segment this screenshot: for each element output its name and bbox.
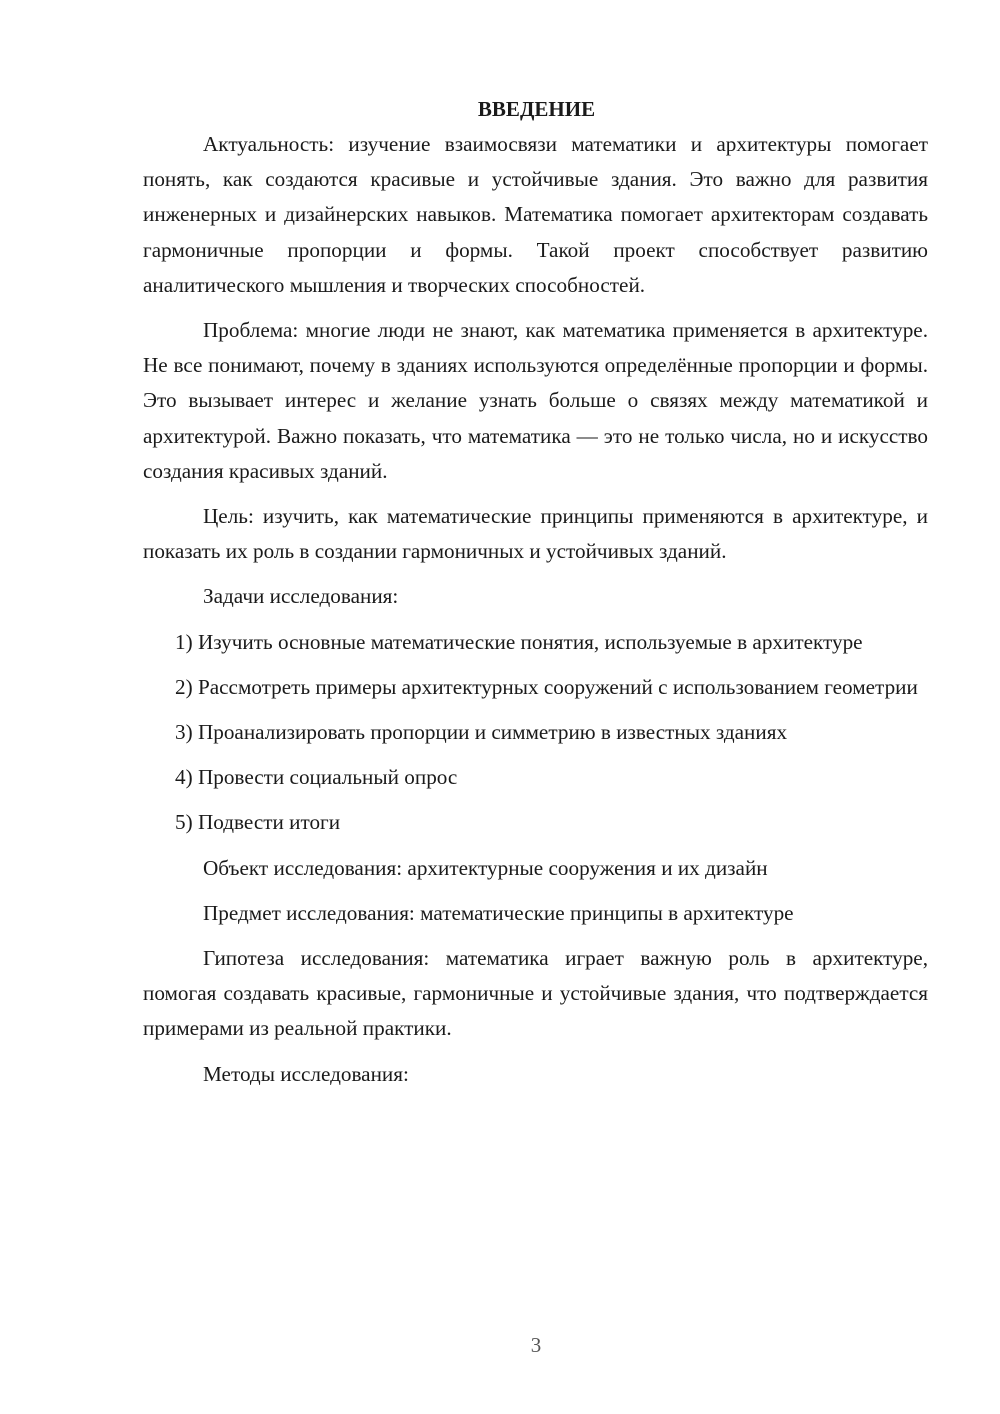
methods-heading: Методы исследования:: [203, 1061, 409, 1086]
relevance-paragraph: Актуальность: изучение взаимосвязи математики и архитектуры помогает понять, как создаются красивые и устойчивые здания. Это важно для развития инженерных и дизайнерских навыков. Математика помогает архитекторам создавать гармоничные пропорции и формы. Такой проект способствует развитию аналитического мышления и творческих способностей.: [143, 132, 928, 297]
tasks-heading: Задачи исследования:: [203, 584, 399, 609]
page-number: 3: [530, 1333, 542, 1357]
task-item-4: 4) Провести социальный опрос: [175, 765, 458, 790]
task-item-2: 2) Рассмотреть примеры архитектурных сооружений с использованием геометрии: [175, 674, 918, 699]
document-page: [143, 92, 928, 1102]
goal-paragraph: Цель: изучить, как математические принципы применяются в архитектуре, и показать их роль в создании гармоничных и устойчивых зданий.: [143, 504, 928, 564]
page-title: ВВЕДЕНИЕ: [477, 97, 596, 121]
task-item-3: 3) Проанализировать пропорции и симметрию в известных зданиях: [175, 720, 788, 745]
subject-paragraph: Предмет исследования: математические принципы в архитектуре: [203, 900, 794, 925]
task-item-1: 1) Изучить основные математические понятия, используемые в архитектуре: [175, 629, 863, 654]
problem-paragraph: Проблема: многие люди не знают, как математика применяется в архитектуре. Не все понимают, почему в зданиях используются определённые пропорции и формы. Это вызывает интерес и желание узнать больше о связях между математикой и архитектурой. Важно показать, что математика — это не только числа, но и искусство создания красивых зданий.: [143, 318, 928, 483]
task-item-5: 5) Подвести итоги: [175, 810, 341, 835]
object-paragraph: Объект исследования: архитектурные сооружения и их дизайн: [203, 855, 768, 880]
hypothesis-paragraph: Гипотеза исследования: математика играет важную роль в архитектуре, помогая создавать красивые, гармоничные и устойчивые здания, что подтверждается примерами из реальной практики.: [143, 946, 928, 1041]
